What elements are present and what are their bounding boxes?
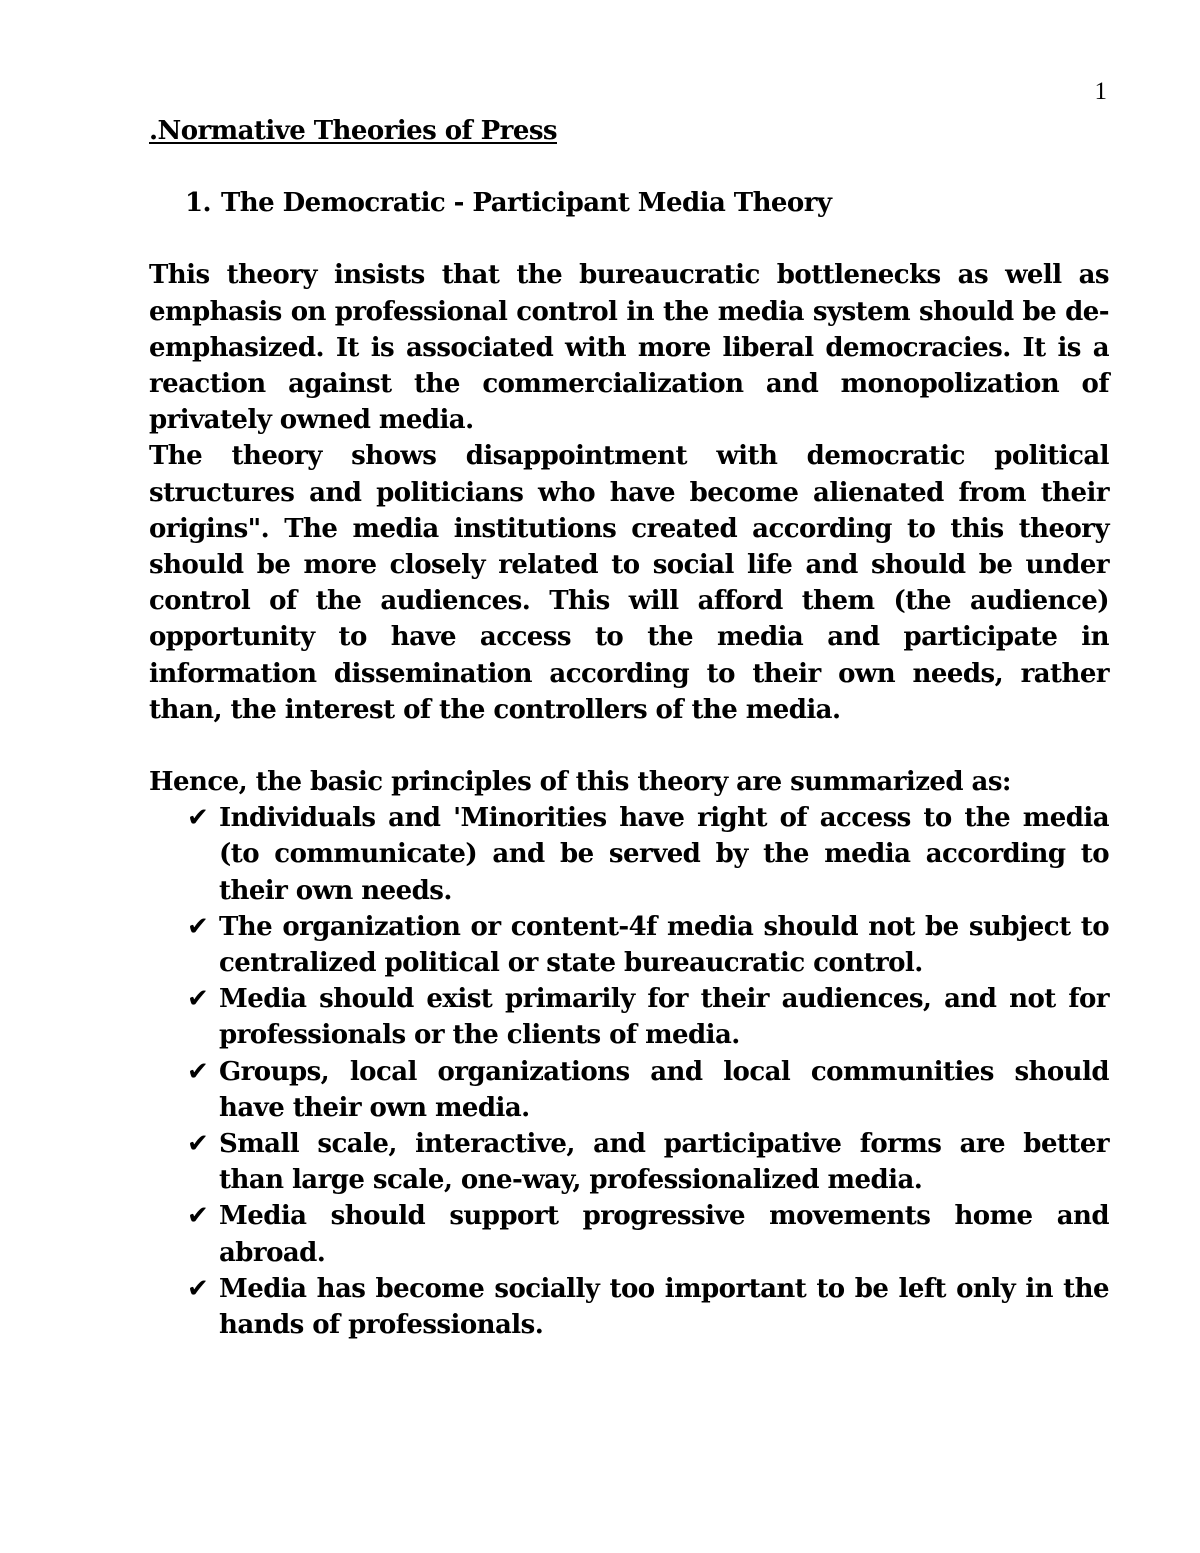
list-item-text: Media should exist primarily for their audiences, and not for professionals or the clients of media. — [219, 984, 1109, 1051]
list-item-text: Individuals and 'Minorities have right of access to the media (to communicate) and be served by the media according to their own needs. — [219, 803, 1109, 906]
document-title: .Normative Theories of Press — [149, 116, 557, 146]
check-mark-icon: ✔ — [187, 1129, 209, 1160]
check-mark-icon: ✔ — [187, 911, 209, 942]
list-item-text: Media should support progressive movements home and abroad. — [219, 1201, 1109, 1268]
check-mark-icon: ✔ — [187, 803, 209, 834]
principles-intro: Hence, the basic principles of this theory are summarized as: — [149, 767, 1011, 798]
check-mark-icon: ✔ — [187, 984, 209, 1015]
principles-list — [149, 800, 1109, 1343]
list-item — [187, 1054, 1109, 1126]
document-body — [149, 113, 1109, 1343]
list-item-text: Groups, local organizations and local communities should have their own media. — [219, 1056, 1109, 1123]
list-item-text: Small scale, interactive, and participative forms are better than large scale, one-way, professionalized media. — [219, 1129, 1109, 1196]
check-mark-icon: ✔ — [187, 1201, 209, 1232]
list-item — [187, 981, 1109, 1053]
list-item — [187, 800, 1109, 909]
page-number: 1 — [1094, 78, 1107, 105]
list-item-text: Media has become socially too important to be left only in the hands of professionals. — [219, 1273, 1109, 1341]
section-heading — [149, 185, 1109, 221]
list-item-text: The organization or content-4f media should not be subject to centralized political or state bureaucratic control. — [219, 911, 1109, 979]
list-item — [187, 1126, 1109, 1198]
paragraph: The theory shows disappointment with democratic political structures and politicians who have become alienated from their origins". The media institutions created according to this theory should be more closely related to social life and should be under control of the audiences. This will afford them (the audience) opportunity to have access to the media and participate in information dissemination according to their own needs, rather than, the interest of the controllers of the media. — [149, 441, 1109, 725]
list-item — [187, 1271, 1109, 1343]
check-mark-icon: ✔ — [187, 1056, 209, 1087]
section-number: 1. — [185, 188, 212, 219]
section-heading-text: The Democratic - Participant Media Theory — [221, 188, 832, 219]
paragraph: This theory insists that the bureaucratic bottlenecks as well as emphasis on professional control in the media system should be de-emphasized. It is associated with more liberal democracies. It is a reaction against the commercialization and monopolization of privately owned media. — [149, 260, 1109, 436]
list-item — [187, 909, 1109, 981]
check-mark-icon: ✔ — [187, 1273, 209, 1304]
list-item — [187, 1198, 1109, 1270]
